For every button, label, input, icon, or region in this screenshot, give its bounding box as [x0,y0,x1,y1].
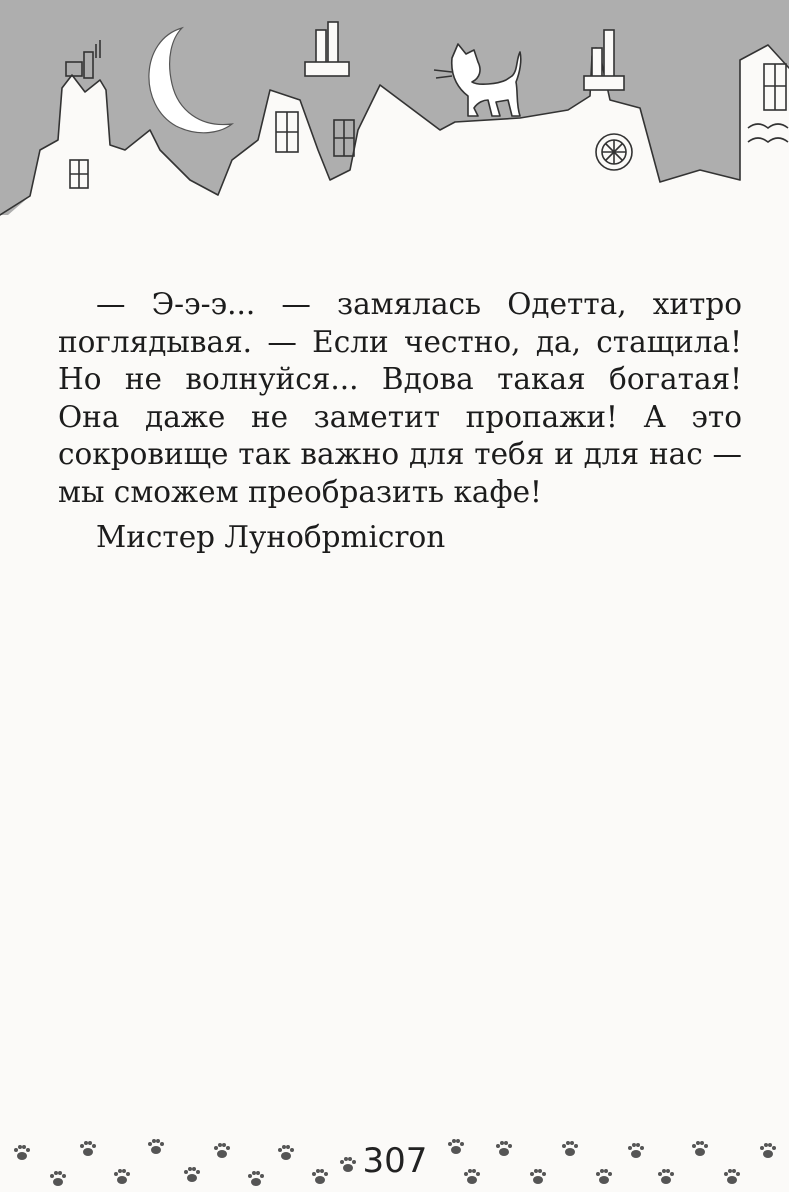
night-sky [0,0,789,215]
paw-print-icon [560,1140,580,1158]
paragraph: — Э-э-э... — замялась Одетта, хитро поглядывая. — Если честно, да, стащила! Но не волнуйся... Вдова такая богатая! Она даже не заметит пропажи! А это сокровище так важно для тебя и для нас — мы сможем преобразить кафе! [58,287,742,509]
paw-print-icon [626,1142,646,1160]
paw-print-icon [276,1144,296,1162]
paw-print-icon [112,1168,132,1186]
paw-print-icon [690,1140,710,1158]
paw-print-icon [146,1138,166,1156]
window-1 [276,112,298,152]
round-window [596,134,632,170]
paw-print-icon [758,1142,778,1160]
paw-print-icon [528,1168,548,1186]
window-3 [70,160,88,188]
paw-print-icon [310,1168,330,1186]
paw-print-icon [594,1168,614,1186]
window-4 [748,64,788,142]
paw-print-icon [656,1168,676,1186]
paw-print-icon [78,1140,98,1158]
body-text [58,286,742,563]
paragraph: Мистер Лунобрmicron [96,519,446,554]
paw-print-icon [12,1144,32,1162]
paw-print-icon [494,1140,514,1158]
paw-print-icon [212,1142,232,1160]
page-number: 307 [362,1141,428,1181]
paw-print-icon [462,1168,482,1186]
paw-print-icon [48,1170,68,1188]
header-illustration [0,0,789,232]
paw-print-icon [246,1170,266,1188]
paw-print-icon [182,1166,202,1184]
paw-print-icon [722,1168,742,1186]
